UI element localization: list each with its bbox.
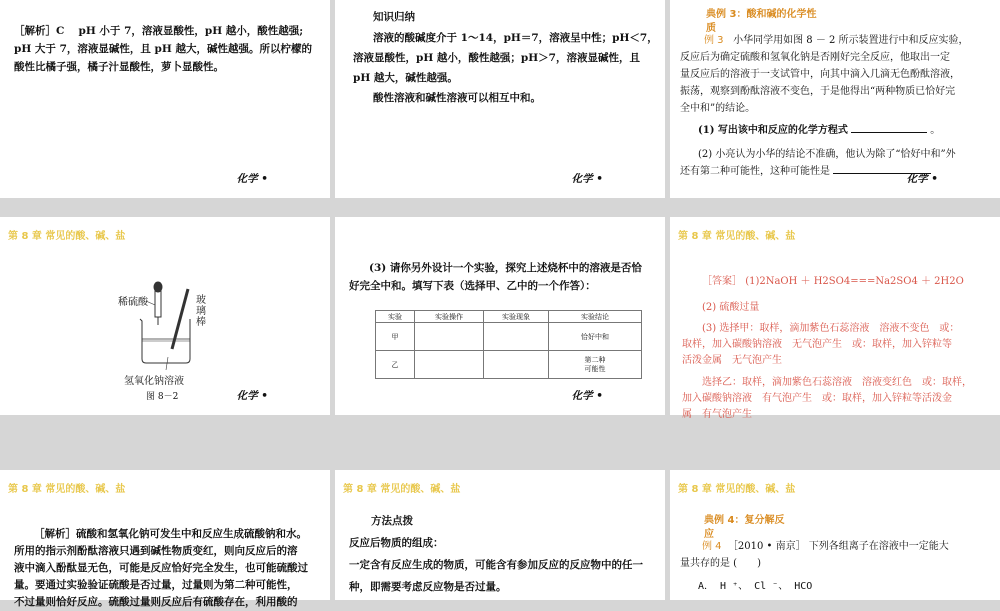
text-line: pH 大于 7，溶液显碱性，且 pH 越大，碱性越强。所以柠檬的	[14, 43, 312, 55]
footer-label: 化学 •	[571, 173, 603, 185]
table-cell: 甲	[376, 323, 415, 351]
question-text: (2) 小亮认为小华的结论不准确，他认为除了“恰好中和”外	[698, 149, 956, 160]
question-end: 。	[930, 125, 941, 136]
analysis-text	[14, 526, 308, 611]
text-line: 不过量则恰好反应。硫酸过量则反应后有硫酸存在，利用酸的	[14, 596, 298, 608]
question-text: (1) 写出该中和反应的化学方程式	[698, 125, 848, 136]
example-text	[680, 32, 969, 117]
slide-4[interactable]	[0, 217, 330, 415]
footer-label: 化学 •	[236, 173, 268, 185]
answer-line-3	[682, 321, 959, 369]
table-cell[interactable]	[484, 323, 549, 351]
table-row	[376, 323, 642, 351]
slide-7[interactable]	[0, 470, 330, 608]
chapter-header: 第 8 章 常见的酸、碱、盐	[8, 231, 126, 242]
text-line: 溶液显酸性，pH 越小，酸性越强；pH＞7，溶液显碱性，且	[353, 52, 640, 64]
answer-line-2: (2) 硫酸过量	[702, 302, 760, 313]
answer-blank[interactable]	[851, 132, 927, 133]
question-3	[349, 259, 642, 295]
table-cell[interactable]	[415, 351, 484, 379]
glass-rod-icon	[172, 289, 188, 349]
table-cell[interactable]	[415, 323, 484, 351]
dropper-icon	[154, 282, 162, 325]
answer-text: 属 有气泡产生	[682, 409, 752, 420]
slide-3[interactable]	[670, 0, 1000, 198]
label-glass-rod: 玻璃棒	[196, 295, 206, 328]
figure-caption: 图 8－2	[146, 392, 179, 402]
table-cell[interactable]	[484, 351, 549, 379]
heading-line: 典例 4：复分解反	[704, 515, 785, 526]
text-line: 溶液的酸碱度介于 1～14，pH＝7，溶液呈中性；pH＜7，	[373, 32, 658, 44]
table-cell: 恰好中和	[549, 323, 642, 351]
chapter-header: 第 8 章 常见的酸、碱、盐	[343, 484, 461, 495]
chapter-header: 第 8 章 常见的酸、碱、盐	[8, 484, 126, 495]
slide-2[interactable]	[335, 0, 665, 198]
table-cell	[549, 351, 642, 379]
table-header: 实验结论	[549, 311, 642, 323]
chapter-header: 第 8 章 常见的酸、碱、盐	[678, 484, 796, 495]
footer-label: 化学 •	[571, 390, 603, 402]
analysis-text	[14, 22, 312, 76]
text-line: ［解析］C pH 小于 7，溶液显酸性，pH 越小，酸性越强;	[14, 25, 304, 37]
text-line: 量反应后的溶液于一支试管中，向其中滴入几滴无色酚酞溶液，	[680, 69, 960, 80]
text-line: 种，即需要考虑反应物是否过量。	[349, 581, 507, 593]
text-line: 反应后物质的组成：	[349, 537, 444, 549]
example-label: 例 3	[704, 35, 724, 46]
text-line: 反应后为确定硫酸和氢氧化钠是否刚好完全反应，他取出一定	[680, 52, 950, 63]
text-line: ［2010 • 南京］ 下列各组离子在溶液中一定能大	[727, 541, 949, 552]
slide-1[interactable]	[0, 0, 330, 198]
text-line: 小华同学用如图 8 － 2 所示装置进行中和反应实验，	[733, 35, 969, 46]
question-1	[698, 122, 940, 140]
text-line: ［解析］硫酸和氢氧化钠可发生中和反应生成硫酸钠和水。	[34, 528, 307, 540]
text-line: 一定含有反应生成的物质，可能含有参加反应的反应物中的任一	[349, 559, 643, 571]
text-line: 全中和”的结论。	[680, 103, 756, 114]
table-cell: 乙	[376, 351, 415, 379]
table-header: 实验现象	[484, 311, 549, 323]
answer-text: 选择乙：取样，滴加紫色石蕊溶液 溶液变红色 或：取样，	[702, 377, 972, 388]
footer-label: 化学 •	[906, 173, 938, 185]
method-text	[349, 532, 643, 598]
question-text: 还有第二种可能性，这种可能性是	[680, 166, 830, 177]
table-header: 实验操作	[415, 311, 484, 323]
text-line: 量共存的是 ( )	[680, 558, 761, 569]
text-line: 所用的指示剂酚酞溶液只遇到碱性物质变红，则向反应后的溶	[14, 545, 298, 557]
answer-label: ［答案］	[702, 276, 742, 287]
text-line: 酸性溶液和碱性溶液可以相互中和。	[373, 92, 541, 104]
experiment-table	[375, 310, 642, 379]
option-a: A． H ⁺、 Cl ⁻、 HCO	[698, 581, 813, 592]
slide-6[interactable]	[670, 217, 1000, 420]
heading-line: 质	[706, 23, 716, 34]
text-line: pH 越大，碱性越强。	[353, 72, 458, 84]
text-line: 量。要通过实验验证硫酸是否过量，过量则为第二种可能性，	[14, 579, 298, 591]
text-line: 振荡，观察到酚酞溶液不变色，于是他得出“两种物质已恰好完	[680, 86, 956, 97]
cell-text: 第二种可能性	[584, 355, 606, 373]
answer-text: 活泼金属 无气泡产生	[682, 355, 782, 366]
text-line: 酸性比橘子强，橘子汁显酸性，萝卜显酸性。	[14, 61, 224, 73]
slide-5[interactable]	[335, 217, 665, 415]
answer-text: 加入碳酸钠溶液 有气泡产生 或：取样，加入锌粒等活泼金	[682, 393, 952, 404]
section-title: 方法点拨	[371, 515, 413, 527]
text-line: 液中滴入酚酞显无色，可能是反应恰好完全发生，也可能硫酸过	[14, 562, 308, 574]
section-title: 知识归纳	[373, 11, 415, 23]
knowledge-text	[353, 28, 658, 108]
label-solution: 氢氧化钠溶液	[124, 376, 184, 387]
heading-line: 典例 3：酸和碱的化学性	[706, 9, 817, 20]
answer-text: (3) 选择甲：取样，滴加紫色石蕊溶液 溶液不变色 或：	[702, 323, 960, 334]
answer-text: (1)2NaOH ＋ H2SO4===Na2SO4 ＋ 2H2O	[745, 276, 964, 287]
example-text	[680, 538, 949, 572]
answer-text: 取样，加入碳酸钠溶液 无气泡产生 或：取样，加入锌粒等	[682, 339, 952, 350]
text-line: 好完全中和。填写下表（选择甲、乙中的一个作答）：	[349, 280, 596, 292]
answer-line-1	[702, 273, 964, 291]
slide-9[interactable]	[670, 470, 1000, 600]
answer-line-4	[682, 375, 972, 423]
table-header: 实验	[376, 311, 415, 323]
label-acid: 稀硫酸	[118, 297, 148, 308]
heading-line: 应	[704, 529, 714, 540]
table-row	[376, 351, 642, 379]
footer-label: 化学 •	[236, 390, 268, 402]
example-label: 例 4	[702, 541, 722, 552]
slide-8[interactable]	[335, 470, 665, 600]
text-line: (3) 请你另外设计一个实验，探究上述烧杯中的溶液是否恰	[369, 262, 642, 274]
chapter-header: 第 8 章 常见的酸、碱、盐	[678, 231, 796, 242]
beaker-icon	[140, 319, 190, 363]
table-header-row	[376, 311, 642, 323]
